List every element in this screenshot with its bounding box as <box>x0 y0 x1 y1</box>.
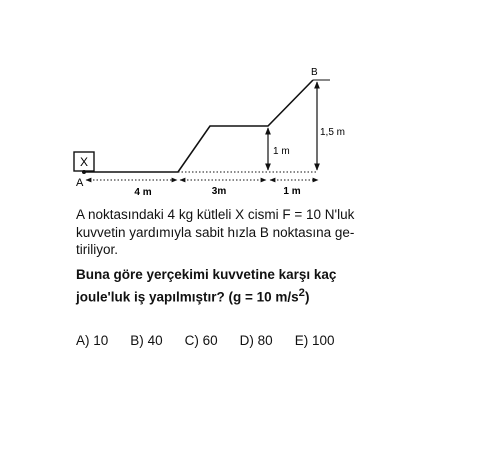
option-e-letter: E) <box>294 333 309 348</box>
option-e-value: 100 <box>311 333 335 348</box>
prompt-line-1: Buna göre yerçekimi kuvvetine karşı kaç <box>76 266 337 282</box>
question-text <box>76 206 406 259</box>
dim-1m-height-label: 1 m <box>273 146 290 157</box>
box-x-label: X <box>79 155 89 169</box>
question-line-3: tiriliyor. <box>76 242 119 257</box>
option-b-letter: B) <box>130 333 144 348</box>
option-c-value: 60 <box>202 333 218 348</box>
prompt-superscript: 2 <box>298 286 305 299</box>
dim-1-5m-label: 1,5 m <box>320 127 346 138</box>
option-b[interactable] <box>130 333 162 348</box>
track-diagram <box>0 0 487 200</box>
question-line-1: A noktasındaki 4 kg kütleli X cismi F = 10 N'luk <box>76 207 355 222</box>
answer-options <box>76 333 334 348</box>
question-block <box>76 206 406 306</box>
track-path <box>79 80 313 172</box>
point-b-label: B <box>311 67 318 78</box>
option-b-value: 40 <box>147 333 163 348</box>
option-d[interactable] <box>240 333 273 348</box>
point-a-dot <box>82 170 86 174</box>
point-a-label: A <box>76 177 84 189</box>
prompt-line-2-end: ) <box>304 289 310 304</box>
option-a-value: 10 <box>93 333 109 348</box>
dim-4m-label: 4 m <box>134 187 152 198</box>
question-prompt <box>76 265 406 307</box>
option-d-letter: D) <box>239 333 254 348</box>
option-a-letter: A) <box>76 333 90 348</box>
option-c-letter: C) <box>184 333 199 348</box>
prompt-line-2: joule'luk iş yapılmıştır? (g = 10 m/s <box>76 289 299 304</box>
question-line-2: kuvvetin yardımıyla sabit hızla B noktasına ge- <box>76 224 355 240</box>
option-d-value: 80 <box>257 333 273 348</box>
dim-1m-bottom-label: 1 m <box>283 186 301 197</box>
option-c[interactable] <box>185 333 218 348</box>
option-a[interactable] <box>76 333 108 348</box>
option-e[interactable] <box>295 333 335 348</box>
dim-3m-label: 3m <box>211 186 227 197</box>
